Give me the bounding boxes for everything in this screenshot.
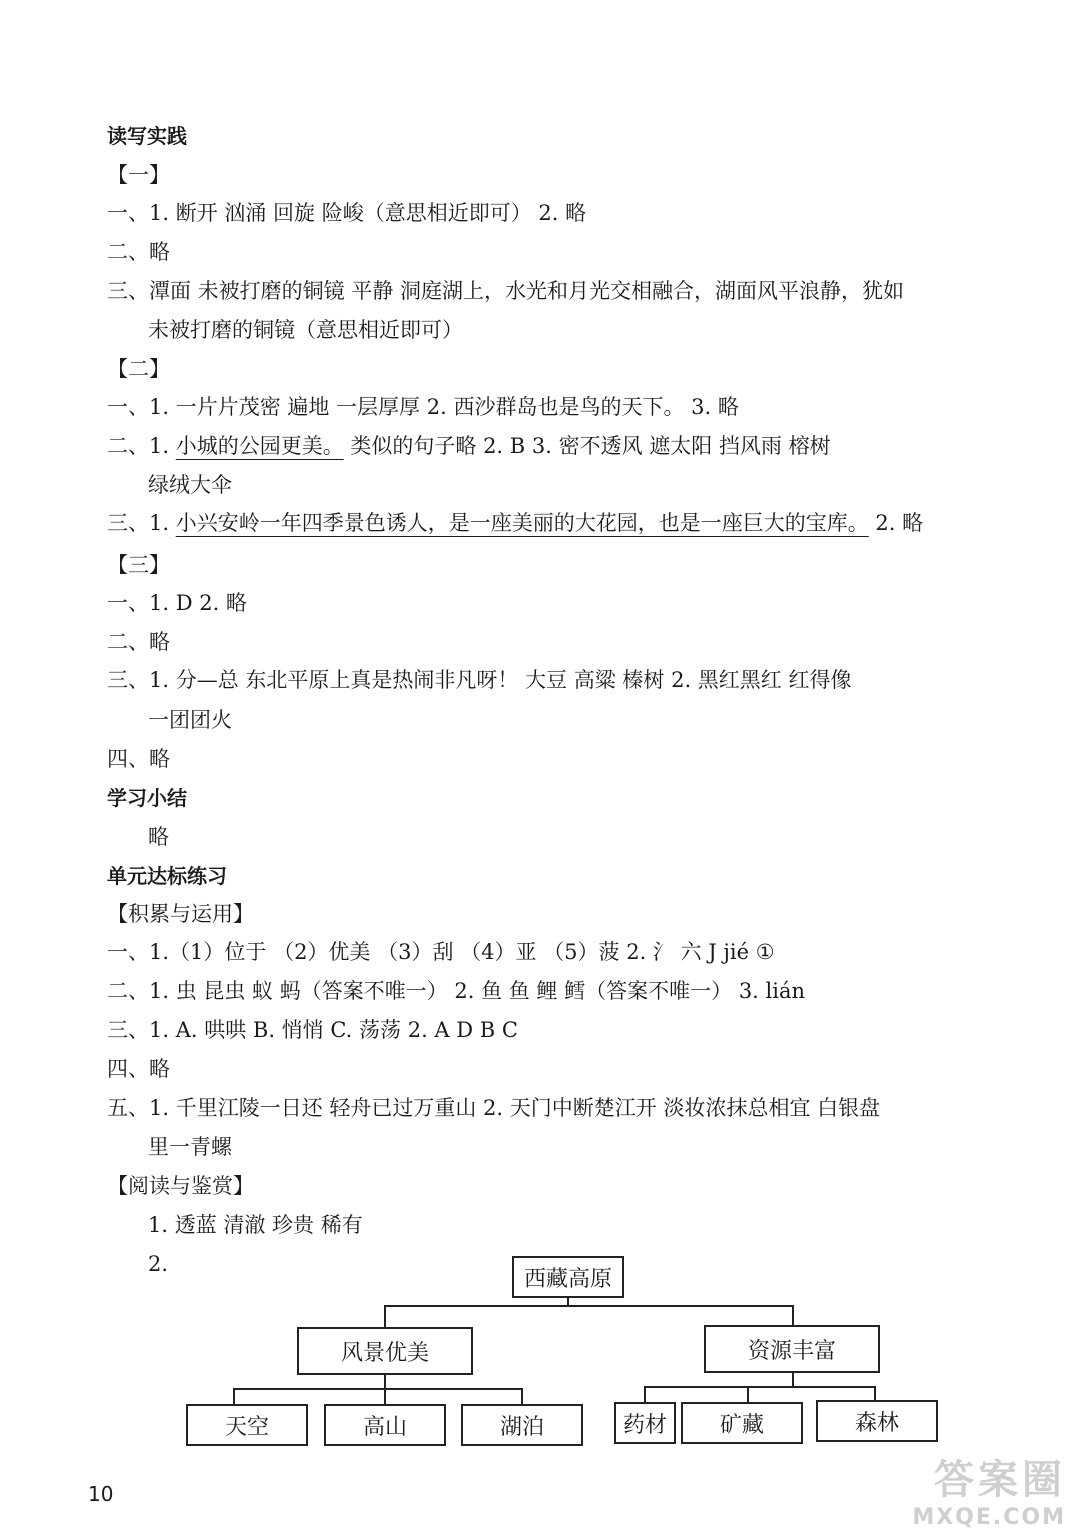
part3-q3-line2: 一团团火 — [148, 708, 232, 732]
summary-body: 略 — [148, 825, 169, 849]
diagram-right-child: 森林 — [816, 1400, 938, 1442]
diagram-root: 西藏高原 — [512, 1256, 624, 1298]
connector — [384, 1305, 386, 1327]
part1-q3-line2: 未被打磨的铜镜（意思相近即可） — [148, 318, 463, 342]
part3-q4: 四、略 — [107, 747, 170, 771]
connector — [384, 1305, 794, 1307]
part3-q3-line1: 三、1. 分—总 东北平原上真是热闹非凡呀！ 大豆 高粱 榛树 2. 黑红黑红 红得像 — [107, 668, 852, 692]
part3-label: 【三】 — [107, 553, 170, 577]
diagram-left-child: 高山 — [324, 1404, 446, 1446]
diagram-right-child: 药材 — [614, 1402, 676, 1444]
watermark — [912, 1448, 1066, 1530]
reading-label: 【阅读与鉴赏】 — [107, 1174, 254, 1198]
unit-q2: 二、1. 虫 昆虫 蚁 蚂（答案不唯一） 2. 鱼 鱼 鲤 鳕（答案不唯一） 3. lián — [107, 979, 806, 1003]
part1-q2: 二、略 — [107, 240, 170, 264]
connector — [792, 1305, 794, 1325]
part1-q1: 一、1. 断开 汹涌 回旋 险峻（意思相近即可） 2. 略 — [107, 201, 587, 225]
watermark-url: MXQE.COM — [912, 1505, 1066, 1530]
diagram-left-child: 湖泊 — [461, 1404, 583, 1446]
part3-q1: 一、1. D 2. 略 — [107, 591, 247, 615]
part1-q3-line1: 三、潭面 未被打磨的铜镜 平静 洞庭湖上，水光和月光交相融合，湖面风平浪静，犹如 — [107, 279, 905, 303]
part2-q3-rest: 2. 略 — [868, 511, 924, 535]
unit-q3: 三、1. A. 哄哄 B. 悄悄 C. 荡荡 2. A D B C — [107, 1018, 518, 1042]
connector — [384, 1375, 386, 1389]
connector — [644, 1386, 646, 1402]
unit-q4: 四、略 — [107, 1057, 170, 1081]
reading-q2-label: 2. — [148, 1252, 169, 1276]
watermark-main: 答案圈 — [934, 1457, 1066, 1503]
part2-label: 【二】 — [107, 357, 170, 381]
part2-q2-underlined: 小城的公园更美。 — [175, 434, 344, 458]
page-number: 10 — [88, 1482, 114, 1506]
unit-q1: 一、1.（1）位于 （2）优美 （3）刮 （4）亚 （5）菠 2. 氵 六 J jié ① — [107, 940, 775, 964]
diagram-right-child: 矿藏 — [681, 1402, 803, 1444]
part2-q3 — [107, 513, 923, 534]
part1-label: 【一】 — [107, 163, 170, 187]
diagram-left-child: 天空 — [186, 1404, 308, 1446]
diagram-left: 风景优美 — [297, 1327, 473, 1375]
connector — [233, 1388, 523, 1390]
connector — [233, 1388, 235, 1404]
part2-q2-line2: 绿绒大伞 — [148, 473, 232, 497]
connector — [747, 1386, 749, 1402]
part2-q2-rest: 类似的句子略 2. B 3. 密不透风 遮太阳 挡风雨 榕树 — [343, 434, 831, 458]
connector — [521, 1388, 523, 1404]
connector — [792, 1373, 794, 1387]
unit-title: 单元达标练习 — [107, 864, 227, 888]
unit-q5-line2: 里一青螺 — [148, 1135, 232, 1159]
practice-title: 读写实践 — [107, 124, 187, 148]
diagram-right: 资源丰富 — [704, 1325, 880, 1373]
part2-q2-prefix: 二、1. — [107, 434, 176, 458]
part3-q2: 二、略 — [107, 630, 170, 654]
part2-q3-underlined: 小兴安岭一年四季景色诱人，是一座美丽的大花园，也是一座巨大的宝库。 — [175, 511, 869, 535]
part2-q2 — [107, 436, 831, 457]
accumulate-label: 【积累与运用】 — [107, 902, 254, 926]
connector — [384, 1388, 386, 1404]
part2-q1: 一、1. 一片片茂密 遍地 一层厚厚 2. 西沙群岛也是鸟的天下。 3. 略 — [107, 395, 739, 419]
unit-q5-line1: 五、1. 千里江陵一日还 轻舟已过万重山 2. 天门中断楚江开 淡妆浓抹总相宜 白银盘 — [107, 1096, 881, 1120]
connector — [644, 1386, 876, 1388]
reading-q1: 1. 透蓝 清澈 珍贵 稀有 — [148, 1213, 363, 1237]
part2-q3-prefix: 三、1. — [107, 511, 176, 535]
summary-title: 学习小结 — [107, 786, 187, 810]
